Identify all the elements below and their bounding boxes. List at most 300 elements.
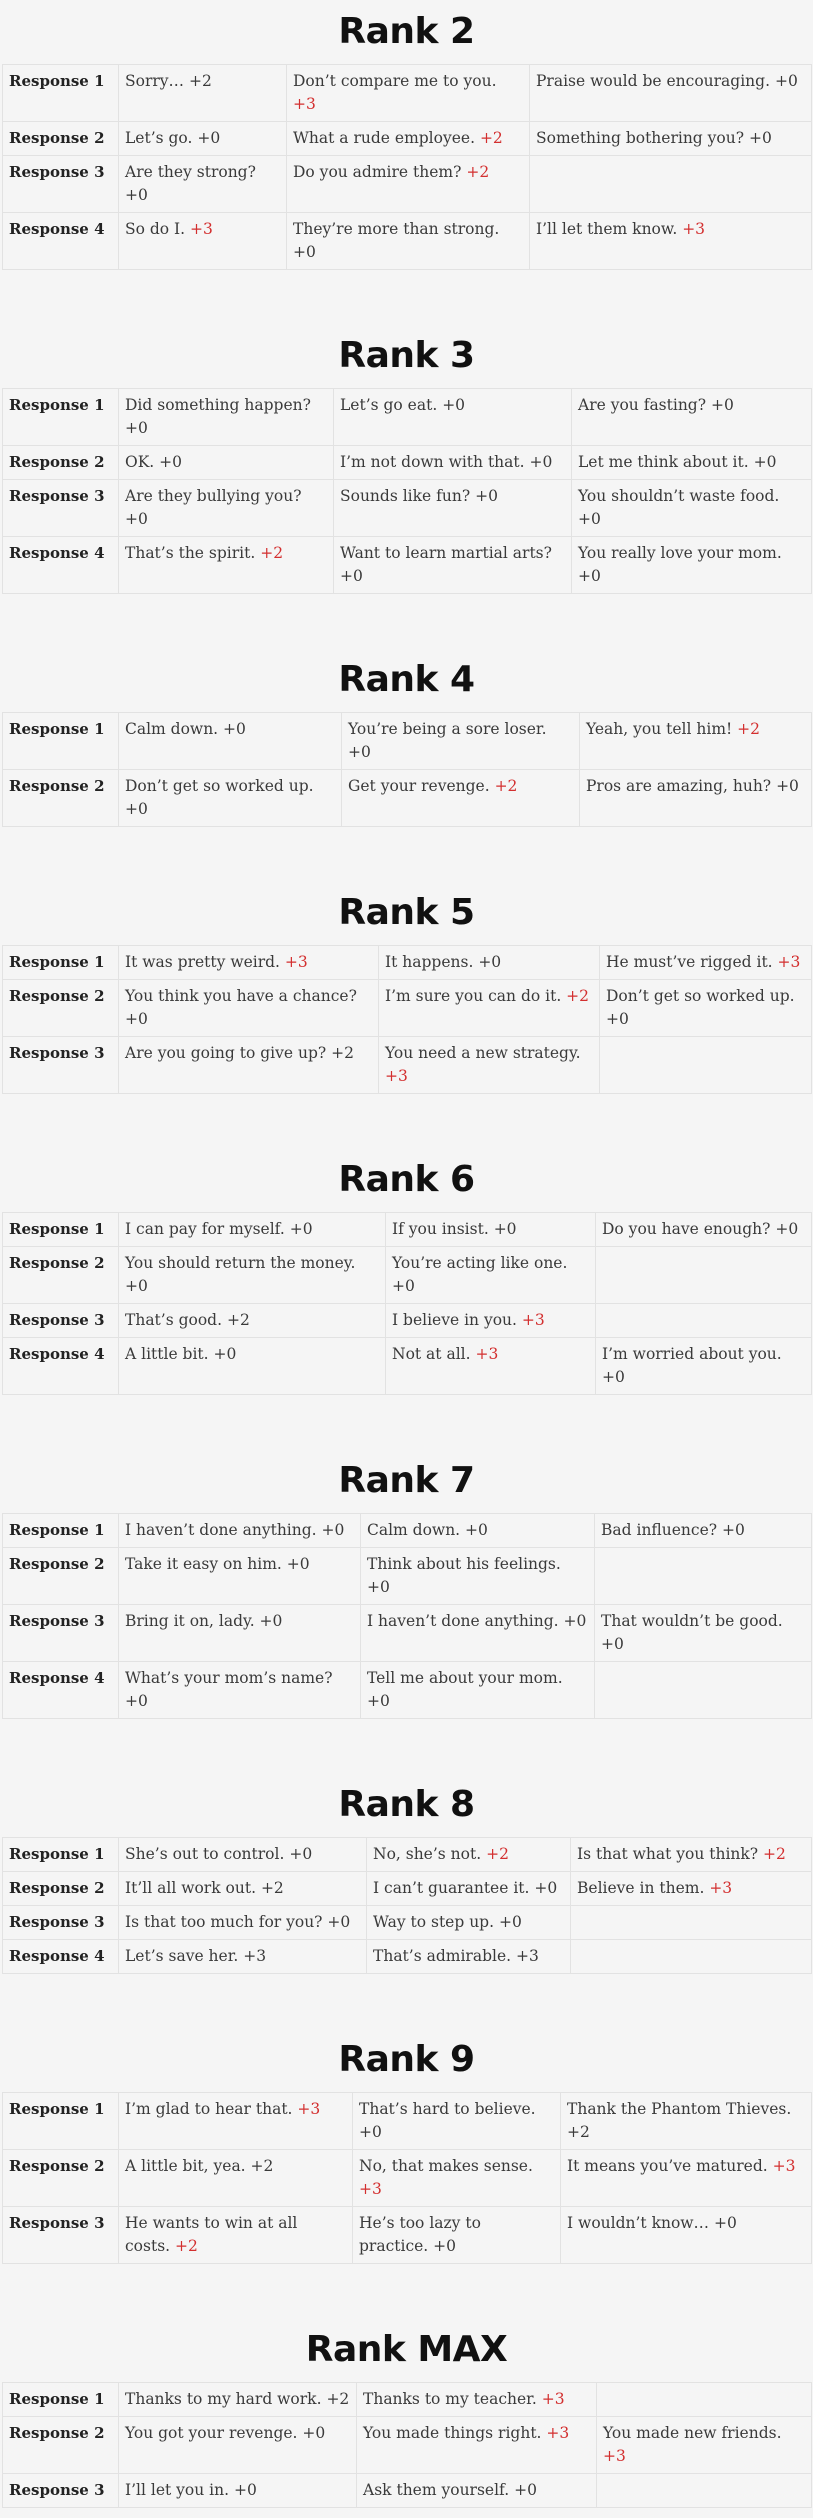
response-option xyxy=(119,1213,386,1247)
response-option xyxy=(361,1605,595,1662)
option-text: He wants to win at all costs. xyxy=(125,2214,298,2255)
option-text: That wouldn’t be good. xyxy=(601,1612,783,1630)
option-points: +0 xyxy=(289,1220,313,1238)
option-text: I can’t guarantee it. xyxy=(373,1879,535,1897)
response-option xyxy=(600,980,812,1037)
option-points: +2 xyxy=(175,2237,198,2255)
option-text: What a rude employee. xyxy=(293,129,480,147)
response-label: Response 3 xyxy=(3,2207,119,2264)
response-option xyxy=(571,1872,812,1906)
response-option xyxy=(597,2417,812,2474)
option-points: +0 xyxy=(475,487,498,505)
option-points: +2 xyxy=(260,544,284,562)
response-table xyxy=(2,1513,812,1719)
table-row xyxy=(3,1213,812,1247)
table-row xyxy=(3,1338,812,1395)
option-text: Think about his feelings. xyxy=(367,1555,561,1573)
option-text: I haven’t done anything. xyxy=(367,1612,564,1630)
option-points: +3 xyxy=(385,1067,408,1085)
response-option xyxy=(596,1338,812,1395)
option-points: +0 xyxy=(465,1521,488,1539)
option-text: Something bothering you? xyxy=(536,129,749,147)
option-text: Calm down. xyxy=(125,720,224,738)
table-row xyxy=(3,122,812,156)
response-option xyxy=(361,1662,595,1719)
table-row xyxy=(3,713,812,770)
option-points: +0 xyxy=(286,1555,310,1573)
response-label: Response 2 xyxy=(3,770,119,827)
table-row xyxy=(3,1872,812,1906)
option-text: Are you going to give up? xyxy=(125,1044,332,1062)
response-option xyxy=(595,1662,812,1719)
response-table xyxy=(2,64,812,270)
response-option xyxy=(353,2093,561,2150)
option-points: +0 xyxy=(514,2481,537,2499)
option-text: I’m glad to hear that. xyxy=(125,2100,298,2118)
option-points: +0 xyxy=(753,453,777,471)
option-points: +2 xyxy=(226,1311,250,1329)
response-option xyxy=(361,1514,595,1548)
option-points: +0 xyxy=(392,1277,415,1295)
response-option xyxy=(119,2474,357,2508)
option-text: Let’s go eat. xyxy=(340,396,443,414)
option-text: You think you have a chance? xyxy=(125,987,357,1005)
option-points: +2 xyxy=(486,1845,509,1863)
option-points: +3 xyxy=(359,2180,382,2198)
option-text: Don’t compare me to you. xyxy=(293,72,497,90)
rank-section xyxy=(0,1719,813,1974)
response-option xyxy=(334,537,572,594)
option-text: Thank the Phantom Thieves. xyxy=(567,2100,792,2118)
option-text: Calm down. xyxy=(367,1521,466,1539)
option-text: It happens. xyxy=(385,953,479,971)
option-text: They’re more than strong. xyxy=(293,220,500,238)
response-label: Response 1 xyxy=(3,713,119,770)
response-option xyxy=(119,2093,353,2150)
table-row xyxy=(3,480,812,537)
option-text: You got your revenge. xyxy=(125,2424,303,2442)
option-points: +2 xyxy=(494,777,518,795)
table-row xyxy=(3,1940,812,1974)
response-label: Response 2 xyxy=(3,1247,119,1304)
option-points: +0 xyxy=(302,2424,326,2442)
option-points: +0 xyxy=(321,1521,345,1539)
option-points: +0 xyxy=(775,1220,799,1238)
response-option xyxy=(119,1037,379,1094)
option-text: Do you have enough? xyxy=(602,1220,776,1238)
response-option xyxy=(119,1838,367,1872)
table-row xyxy=(3,1247,812,1304)
table-row xyxy=(3,389,812,446)
option-points: +3 xyxy=(546,2424,570,2442)
option-text: No, she’s not. xyxy=(373,1845,487,1863)
table-row xyxy=(3,1514,812,1548)
response-option xyxy=(595,1548,812,1605)
option-points: +0 xyxy=(259,1612,283,1630)
table-row xyxy=(3,770,812,827)
response-option xyxy=(367,1940,571,1974)
response-option xyxy=(119,946,379,980)
option-text: Tell me about your mom. xyxy=(367,1669,563,1687)
table-row xyxy=(3,946,812,980)
response-label: Response 3 xyxy=(3,1304,119,1338)
response-option xyxy=(119,537,334,594)
option-points: +0 xyxy=(367,1692,390,1710)
option-points: +0 xyxy=(498,1913,522,1931)
response-label: Response 4 xyxy=(3,537,119,594)
response-option xyxy=(342,713,580,770)
response-option xyxy=(571,1940,812,1974)
option-points: +3 xyxy=(682,220,706,238)
option-text: Thanks to my teacher. xyxy=(363,2390,542,2408)
table-row xyxy=(3,156,812,213)
option-points: +0 xyxy=(125,419,148,437)
response-option xyxy=(119,770,342,827)
response-option xyxy=(596,1247,812,1304)
table-row xyxy=(3,2474,812,2508)
table-row xyxy=(3,1906,812,1940)
option-points: +0 xyxy=(125,1277,148,1295)
response-label: Response 1 xyxy=(3,389,119,446)
option-points: +0 xyxy=(293,243,316,261)
option-text: Bad influence? xyxy=(601,1521,722,1539)
response-option xyxy=(119,2150,353,2207)
response-option xyxy=(595,1605,812,1662)
table-row xyxy=(3,1838,812,1872)
response-option xyxy=(530,213,812,270)
response-option xyxy=(530,122,812,156)
rank-section xyxy=(0,1094,813,1395)
rank-section xyxy=(0,0,813,270)
response-option xyxy=(353,2207,561,2264)
option-text: I’ll let them know. xyxy=(536,220,683,238)
option-text: A little bit, yea. xyxy=(125,2157,251,2175)
option-text: I’m not down with that. xyxy=(340,453,530,471)
option-text: He must’ve rigged it. xyxy=(606,953,778,971)
table-row xyxy=(3,1304,812,1338)
option-points: +2 xyxy=(567,2123,590,2141)
option-text: What’s your mom’s name? xyxy=(125,1669,333,1687)
option-text: If you insist. xyxy=(392,1220,494,1238)
option-text: I haven’t done anything. xyxy=(125,1521,322,1539)
option-text: That’s hard to believe. xyxy=(359,2100,536,2118)
option-points: +3 xyxy=(603,2447,626,2465)
option-points: +0 xyxy=(602,1368,625,1386)
response-option xyxy=(287,65,530,122)
option-text: You need a new strategy. xyxy=(385,1044,581,1062)
response-option xyxy=(379,980,600,1037)
response-option xyxy=(561,2207,812,2264)
option-points: +0 xyxy=(710,396,734,414)
response-label: Response 4 xyxy=(3,213,119,270)
response-option xyxy=(119,1662,361,1719)
option-text: No, that makes sense. xyxy=(359,2157,533,2175)
option-points: +0 xyxy=(233,2481,257,2499)
option-points: +0 xyxy=(774,72,798,90)
response-label: Response 1 xyxy=(3,1213,119,1247)
option-text: I wouldn’t know… xyxy=(567,2214,714,2232)
response-option xyxy=(119,1605,361,1662)
response-option xyxy=(595,1514,812,1548)
option-text: Not at all. xyxy=(392,1345,476,1363)
option-text: You really love your mom. xyxy=(578,544,782,562)
response-option xyxy=(580,770,812,827)
table-row xyxy=(3,2383,812,2417)
response-option xyxy=(119,2417,357,2474)
response-option xyxy=(119,446,334,480)
response-option xyxy=(379,1037,600,1094)
response-option xyxy=(600,946,812,980)
rank-section xyxy=(0,1395,813,1719)
option-text: Bring it on, lady. xyxy=(125,1612,260,1630)
table-row xyxy=(3,980,812,1037)
response-label: Response 4 xyxy=(3,1940,119,1974)
response-option xyxy=(386,1213,596,1247)
option-text: You shouldn’t waste food. xyxy=(578,487,780,505)
option-points: +0 xyxy=(713,2214,737,2232)
option-text: I believe in you. xyxy=(392,1311,522,1329)
option-text: It’ll all work out. xyxy=(125,1879,261,1897)
rank-title: Rank 6 xyxy=(338,1159,475,1200)
table-row xyxy=(3,2150,812,2207)
response-option xyxy=(367,1838,571,1872)
response-option xyxy=(119,389,334,446)
option-text: You’re acting like one. xyxy=(392,1254,568,1272)
option-points: +3 xyxy=(777,953,801,971)
option-text: Did something happen? xyxy=(125,396,311,414)
response-option xyxy=(379,946,600,980)
rank-title: Rank 5 xyxy=(338,892,475,933)
option-points: +0 xyxy=(125,510,148,528)
response-option xyxy=(561,2093,812,2150)
rank-title: Rank 4 xyxy=(338,659,475,700)
response-label: Response 2 xyxy=(3,1548,119,1605)
option-points: +2 xyxy=(763,1845,786,1863)
response-option xyxy=(367,1872,571,1906)
option-points: +0 xyxy=(125,186,148,204)
rank-title: Rank 3 xyxy=(338,335,475,376)
response-option xyxy=(530,65,812,122)
option-text: So do I. xyxy=(125,220,191,238)
response-option xyxy=(353,2150,561,2207)
option-points: +0 xyxy=(606,1010,629,1028)
option-text: Praise would be encouraging. xyxy=(536,72,775,90)
option-text: Sounds like fun? xyxy=(340,487,476,505)
option-text: That’s good. xyxy=(125,1311,227,1329)
option-points: +2 xyxy=(260,1879,284,1897)
response-option xyxy=(600,1037,812,1094)
option-text: Let’s go. xyxy=(125,129,198,147)
response-option xyxy=(119,1872,367,1906)
response-option xyxy=(119,2207,353,2264)
response-label: Response 4 xyxy=(3,1338,119,1395)
response-option xyxy=(357,2417,597,2474)
response-option xyxy=(334,480,572,537)
response-option xyxy=(572,480,812,537)
option-points: +0 xyxy=(529,453,553,471)
rank-section xyxy=(0,270,813,594)
response-label: Response 1 xyxy=(3,946,119,980)
table-row xyxy=(3,2417,812,2474)
table-row xyxy=(3,1037,812,1094)
response-option xyxy=(367,1906,571,1940)
table-row xyxy=(3,446,812,480)
table-row xyxy=(3,1605,812,1662)
table-row xyxy=(3,65,812,122)
response-option xyxy=(571,1906,812,1940)
response-option xyxy=(119,1514,361,1548)
option-points: +2 xyxy=(479,129,503,147)
table-row xyxy=(3,1548,812,1605)
option-points: +2 xyxy=(466,163,490,181)
response-label: Response 2 xyxy=(3,122,119,156)
response-option xyxy=(342,770,580,827)
option-points: +0 xyxy=(125,800,148,818)
response-option xyxy=(119,2383,357,2417)
option-points: +0 xyxy=(340,567,363,585)
option-text: He’s too lazy to practice. xyxy=(359,2214,481,2255)
option-points: +0 xyxy=(197,129,221,147)
option-points: +0 xyxy=(125,1010,148,1028)
option-text: Want to learn martial arts? xyxy=(340,544,552,562)
option-points: +2 xyxy=(250,2157,274,2175)
option-points: +3 xyxy=(284,953,308,971)
response-table xyxy=(2,1837,812,1974)
option-text: Let me think about it. xyxy=(578,453,754,471)
response-label: Response 1 xyxy=(3,2383,119,2417)
option-points: +0 xyxy=(478,953,502,971)
response-option xyxy=(530,156,812,213)
table-row xyxy=(3,213,812,270)
response-option xyxy=(119,122,287,156)
response-label: Response 1 xyxy=(3,2093,119,2150)
option-points: +3 xyxy=(521,1311,545,1329)
response-label: Response 1 xyxy=(3,1838,119,1872)
option-text: Let’s save her. xyxy=(125,1947,244,1965)
option-points: +0 xyxy=(578,567,601,585)
option-points: +0 xyxy=(563,1612,587,1630)
response-option xyxy=(119,1548,361,1605)
option-points: +0 xyxy=(433,2237,457,2255)
option-text: That’s the spirit. xyxy=(125,544,261,562)
response-option xyxy=(596,1213,812,1247)
option-text: Take it easy on him. xyxy=(125,1555,287,1573)
response-option xyxy=(287,156,530,213)
response-option xyxy=(119,1304,386,1338)
response-option xyxy=(119,1940,367,1974)
option-points: +0 xyxy=(776,777,799,795)
option-text: Way to step up. xyxy=(373,1913,499,1931)
response-option xyxy=(119,480,334,537)
option-text: You made new friends. xyxy=(603,2424,782,2442)
option-points: +0 xyxy=(359,2123,382,2141)
option-text: Do you admire them? xyxy=(293,163,467,181)
response-label: Response 3 xyxy=(3,480,119,537)
option-points: +3 xyxy=(709,1879,733,1897)
response-option xyxy=(386,1304,596,1338)
response-option xyxy=(572,537,812,594)
response-option xyxy=(580,713,812,770)
response-option xyxy=(361,1548,595,1605)
option-points: +3 xyxy=(772,2157,796,2175)
response-table xyxy=(2,2382,812,2508)
option-text: She’s out to control. xyxy=(125,1845,290,1863)
option-points: +2 xyxy=(326,2390,350,2408)
option-text: You’re being a sore loser. xyxy=(348,720,547,738)
option-points: +0 xyxy=(125,1692,148,1710)
rank-title: Rank 9 xyxy=(338,2039,475,2080)
option-points: +2 xyxy=(566,987,590,1005)
rank-title: Rank 7 xyxy=(338,1460,475,1501)
option-points: +0 xyxy=(223,720,246,738)
option-text: Are you fasting? xyxy=(578,396,711,414)
response-option xyxy=(119,980,379,1037)
response-label: Response 3 xyxy=(3,1037,119,1094)
option-text: A little bit. xyxy=(125,1345,214,1363)
table-row xyxy=(3,2093,812,2150)
option-text: Get your revenge. xyxy=(348,777,495,795)
option-text: Is that what you think? xyxy=(577,1845,764,1863)
option-points: +0 xyxy=(493,1220,517,1238)
response-option xyxy=(597,2383,812,2417)
response-option xyxy=(357,2383,597,2417)
rank-title: Rank 8 xyxy=(338,1784,475,1825)
option-text: Don’t get so worked up. xyxy=(606,987,795,1005)
response-label: Response 1 xyxy=(3,65,119,122)
option-text: I’ll let you in. xyxy=(125,2481,234,2499)
response-table xyxy=(2,945,812,1094)
option-points: +3 xyxy=(190,220,213,238)
option-text: Ask them yourself. xyxy=(363,2481,515,2499)
option-points: +0 xyxy=(534,1879,558,1897)
response-option xyxy=(287,122,530,156)
response-label: Response 3 xyxy=(3,156,119,213)
response-label: Response 2 xyxy=(3,980,119,1037)
rank-section xyxy=(0,1974,813,2264)
response-option xyxy=(571,1838,812,1872)
option-points: +2 xyxy=(331,1044,354,1062)
option-text: Is that too much for you? xyxy=(125,1913,328,1931)
option-points: +3 xyxy=(293,95,316,113)
response-option xyxy=(119,65,287,122)
option-points: +2 xyxy=(737,720,761,738)
option-points: +0 xyxy=(442,396,466,414)
rank-title: Rank MAX xyxy=(305,2329,508,2370)
option-text: Are they strong? xyxy=(125,163,256,181)
response-label: Response 2 xyxy=(3,2150,119,2207)
response-option xyxy=(119,1906,367,1940)
option-text: Sorry… xyxy=(125,72,189,90)
option-text: I’m sure you can do it. xyxy=(385,987,567,1005)
response-label: Response 1 xyxy=(3,1514,119,1548)
response-table xyxy=(2,1212,812,1395)
option-text: Thanks to my hard work. xyxy=(125,2390,327,2408)
option-text: OK. xyxy=(125,453,160,471)
response-option xyxy=(119,213,287,270)
response-label: Response 2 xyxy=(3,446,119,480)
rank-section xyxy=(0,2264,813,2508)
response-option xyxy=(386,1247,596,1304)
option-points: +0 xyxy=(327,1913,351,1931)
option-points: +0 xyxy=(289,1845,313,1863)
option-text: Don’t get so worked up. xyxy=(125,777,314,795)
option-text: Yeah, you tell him! xyxy=(586,720,738,738)
rank-title: Rank 2 xyxy=(338,11,475,52)
option-points: +3 xyxy=(243,1947,267,1965)
response-option xyxy=(334,446,572,480)
response-option xyxy=(119,1247,386,1304)
option-text: It was pretty weird. xyxy=(125,953,285,971)
